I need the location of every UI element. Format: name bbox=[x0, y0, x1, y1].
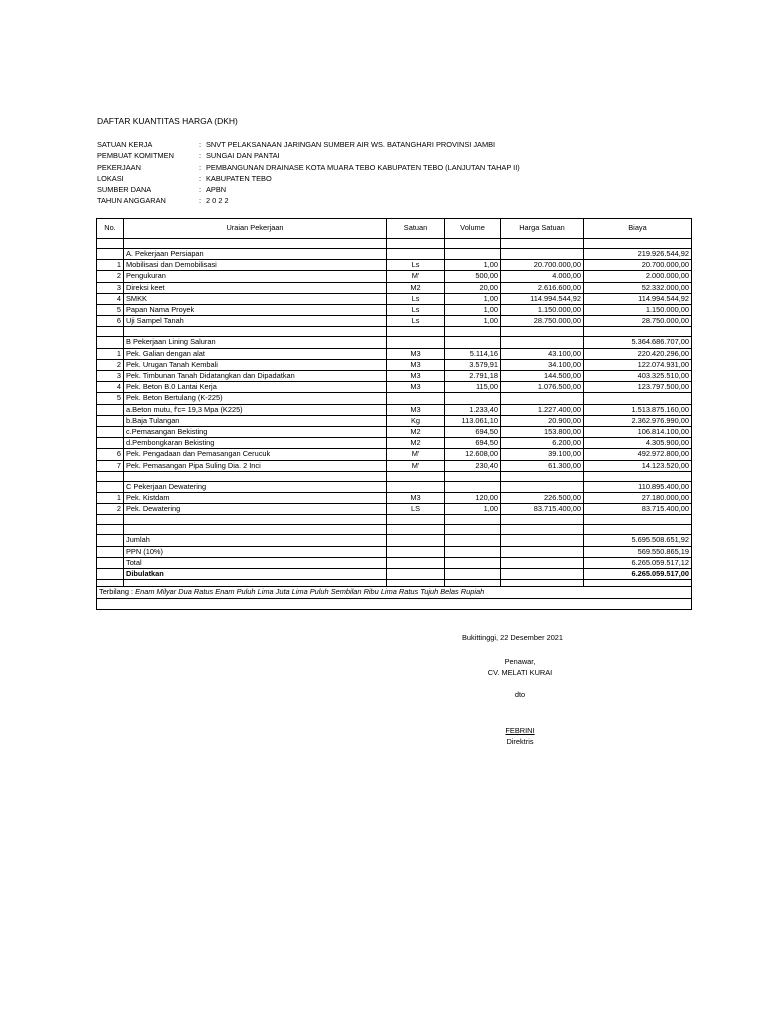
empty-cell bbox=[124, 471, 387, 481]
item-description: b.Baja Tulangan bbox=[124, 415, 387, 426]
header-volume: Volume bbox=[445, 219, 501, 239]
terbilang-label: Terbilang : bbox=[99, 587, 134, 597]
item-volume: 12.608,00 bbox=[445, 449, 501, 460]
item-cost: 1.150.000,00 bbox=[584, 305, 692, 316]
item-description: Pek. Urugan Tanah Kembali bbox=[124, 359, 387, 370]
item-no bbox=[97, 427, 124, 438]
item-no: 6 bbox=[97, 316, 124, 327]
table-row bbox=[97, 415, 692, 426]
empty-cell bbox=[445, 249, 501, 260]
empty-cell bbox=[97, 471, 124, 481]
meta-label: PEKERJAAN bbox=[97, 162, 141, 172]
item-description: Mobilisasi dan Demobilisasi bbox=[124, 260, 387, 271]
empty-cell bbox=[97, 580, 124, 587]
empty-cell bbox=[445, 471, 501, 481]
item-unit-price: 20.900,00 bbox=[501, 415, 584, 426]
terbilang-cell bbox=[97, 587, 692, 598]
section-header-row bbox=[97, 481, 692, 492]
item-volume: 1,00 bbox=[445, 504, 501, 515]
empty-cell bbox=[124, 580, 387, 587]
header-harga: Harga Satuan bbox=[501, 219, 584, 239]
empty-cell bbox=[501, 525, 584, 535]
item-cost: 492.972.800,00 bbox=[584, 449, 692, 460]
empty-cell bbox=[387, 327, 445, 337]
header-biaya: Biaya bbox=[584, 219, 692, 239]
header-uraian: Uraian Pekerjaan bbox=[124, 219, 387, 239]
item-description: Papan Nama Proyek bbox=[124, 305, 387, 316]
summary-row bbox=[97, 569, 692, 580]
item-description: Pek. Dewatering bbox=[124, 504, 387, 515]
item-cost: 123.797.500,00 bbox=[584, 382, 692, 393]
item-volume: 1,00 bbox=[445, 260, 501, 271]
item-volume: 120,00 bbox=[445, 493, 501, 504]
table-row bbox=[97, 382, 692, 393]
item-description: c.Pemasangan Bekisting bbox=[124, 427, 387, 438]
blank-row bbox=[97, 580, 692, 587]
item-no bbox=[97, 404, 124, 415]
item-unit: LS bbox=[387, 504, 445, 515]
signature-role: Penawar, bbox=[504, 657, 536, 666]
empty-cell bbox=[387, 569, 445, 580]
item-unit-price: 1.150.000,00 bbox=[501, 305, 584, 316]
table-row bbox=[97, 460, 692, 471]
item-unit-price: 4.000,00 bbox=[501, 271, 584, 282]
item-no: 1 bbox=[97, 493, 124, 504]
item-volume: 1.233,40 bbox=[445, 404, 501, 415]
item-unit: M3 bbox=[387, 371, 445, 382]
signature-company: CV. MELATI KURAI bbox=[487, 668, 553, 677]
item-cost: 122.074.931,00 bbox=[584, 359, 692, 370]
empty-cell bbox=[584, 471, 692, 481]
empty-cell bbox=[97, 239, 124, 249]
item-cost: 14.123.520,00 bbox=[584, 460, 692, 471]
empty-cell bbox=[445, 546, 501, 557]
item-unit: M3 bbox=[387, 359, 445, 370]
empty-cell bbox=[97, 546, 124, 557]
item-description: Direksi keet bbox=[124, 282, 387, 293]
summary-row bbox=[97, 557, 692, 568]
item-cost: 1.513.875.160,00 bbox=[584, 404, 692, 415]
item-cost: 20.700.000,00 bbox=[584, 260, 692, 271]
item-cost: 4.305.900,00 bbox=[584, 438, 692, 449]
item-no: 5 bbox=[97, 305, 124, 316]
item-unit-price: 34.100,00 bbox=[501, 359, 584, 370]
meta-row bbox=[97, 195, 520, 206]
item-volume: 694,50 bbox=[445, 438, 501, 449]
meta-row bbox=[97, 173, 520, 184]
item-unit-price: 39.100,00 bbox=[501, 449, 584, 460]
empty-cell bbox=[387, 535, 445, 546]
table-row bbox=[97, 504, 692, 515]
item-volume: 500,00 bbox=[445, 271, 501, 282]
empty-cell bbox=[501, 327, 584, 337]
empty-cell bbox=[445, 557, 501, 568]
item-no: 1 bbox=[97, 348, 124, 359]
section-title: B Pekerjaan Lining Saluran bbox=[124, 337, 387, 348]
item-unit: M3 bbox=[387, 493, 445, 504]
meta-row bbox=[97, 150, 520, 161]
empty-cell bbox=[501, 515, 584, 525]
item-description: Pek. Beton B.0 Lantai Kerja bbox=[124, 382, 387, 393]
item-unit-price: 1.076.500,00 bbox=[501, 382, 584, 393]
signature-position: Direktris bbox=[506, 737, 534, 746]
item-no: 3 bbox=[97, 282, 124, 293]
section-title: A. Pekerjaan Persiapan bbox=[124, 249, 387, 260]
item-unit bbox=[387, 393, 445, 404]
table-row bbox=[97, 305, 692, 316]
table-row bbox=[97, 393, 692, 404]
empty-cell bbox=[97, 327, 124, 337]
empty-cell bbox=[387, 481, 445, 492]
blank-row bbox=[97, 515, 692, 525]
item-cost: 28.750.000,00 bbox=[584, 316, 692, 327]
meta-row bbox=[97, 162, 520, 173]
empty-cell bbox=[501, 249, 584, 260]
dkh-table bbox=[96, 218, 692, 610]
table-row bbox=[97, 282, 692, 293]
empty-cell bbox=[97, 557, 124, 568]
item-unit: M' bbox=[387, 271, 445, 282]
empty-cell bbox=[445, 337, 501, 348]
empty-cell bbox=[387, 471, 445, 481]
item-unit: M3 bbox=[387, 382, 445, 393]
section-total: 5.364.686.707,00 bbox=[584, 337, 692, 348]
empty-cell bbox=[501, 546, 584, 557]
item-no: 2 bbox=[97, 359, 124, 370]
empty-cell bbox=[501, 580, 584, 587]
item-unit: Ls bbox=[387, 293, 445, 304]
item-no bbox=[97, 415, 124, 426]
empty-cell bbox=[97, 249, 124, 260]
item-cost: 2.000.000,00 bbox=[584, 271, 692, 282]
empty-cell bbox=[584, 580, 692, 587]
meta-value: APBN bbox=[206, 185, 227, 195]
summary-value: 6.265.059.517,00 bbox=[584, 569, 692, 580]
header-no: No. bbox=[97, 219, 124, 239]
empty-cell bbox=[97, 535, 124, 546]
empty-cell bbox=[97, 598, 692, 609]
empty-cell bbox=[445, 580, 501, 587]
empty-cell bbox=[445, 239, 501, 249]
empty-cell bbox=[445, 515, 501, 525]
empty-cell bbox=[97, 569, 124, 580]
meta-separator: : bbox=[199, 162, 202, 172]
item-unit-price: 6.200,00 bbox=[501, 438, 584, 449]
empty-cell bbox=[124, 525, 387, 535]
item-unit-price: 61.300,00 bbox=[501, 460, 584, 471]
blank-row bbox=[97, 239, 692, 249]
item-volume: 20,00 bbox=[445, 282, 501, 293]
item-volume: 2.791,18 bbox=[445, 371, 501, 382]
item-cost: 27.180.000,00 bbox=[584, 493, 692, 504]
item-volume: 115,00 bbox=[445, 382, 501, 393]
item-cost: 114.994.544,92 bbox=[584, 293, 692, 304]
item-unit: M' bbox=[387, 460, 445, 471]
section-header-row bbox=[97, 337, 692, 348]
item-no: 3 bbox=[97, 371, 124, 382]
document-meta bbox=[97, 139, 520, 207]
item-volume: 1,00 bbox=[445, 293, 501, 304]
empty-cell bbox=[501, 535, 584, 546]
empty-cell bbox=[584, 239, 692, 249]
item-unit: M2 bbox=[387, 438, 445, 449]
summary-label: Jumlah bbox=[124, 535, 387, 546]
item-no: 4 bbox=[97, 382, 124, 393]
item-no: 7 bbox=[97, 460, 124, 471]
table-row bbox=[97, 293, 692, 304]
meta-label: PEMBUAT KOMITMEN bbox=[97, 151, 174, 161]
item-unit-price: 144.500,00 bbox=[501, 371, 584, 382]
item-unit-price: 83.715.400,00 bbox=[501, 504, 584, 515]
meta-label: TAHUN ANGGARAN bbox=[97, 196, 166, 206]
meta-value: KABUPATEN TEBO bbox=[206, 173, 272, 183]
item-description: d.Pembongkaran Bekisting bbox=[124, 438, 387, 449]
item-cost: 52.332.000,00 bbox=[584, 282, 692, 293]
item-volume: 1,00 bbox=[445, 316, 501, 327]
item-no: 2 bbox=[97, 504, 124, 515]
signature-mark: dto bbox=[514, 690, 526, 699]
item-description: Uji Sampel Tanah bbox=[124, 316, 387, 327]
empty-cell bbox=[124, 239, 387, 249]
item-no: 6 bbox=[97, 449, 124, 460]
meta-value: SNVT PELAKSANAAN JARINGAN SUMBER AIR WS. BATANGHARI PROVINSI JAMBI bbox=[206, 140, 496, 149]
item-unit-price: 226.500,00 bbox=[501, 493, 584, 504]
summary-row bbox=[97, 535, 692, 546]
item-no: 2 bbox=[97, 271, 124, 282]
item-unit: M2 bbox=[387, 282, 445, 293]
table-row bbox=[97, 260, 692, 271]
item-description: Pek. Galian dengan alat bbox=[124, 348, 387, 359]
summary-label: Dibulatkan bbox=[124, 569, 387, 580]
table-row bbox=[97, 449, 692, 460]
item-unit-price: 20.700.000,00 bbox=[501, 260, 584, 271]
blank-row bbox=[97, 471, 692, 481]
empty-cell bbox=[387, 337, 445, 348]
meta-label: SUMBER DANA bbox=[97, 185, 152, 195]
empty-cell bbox=[387, 557, 445, 568]
meta-row bbox=[97, 184, 520, 195]
empty-cell bbox=[501, 557, 584, 568]
item-description: Pek. Pengadaan dan Pemasangan Cerucuk bbox=[124, 449, 387, 460]
item-no: 4 bbox=[97, 293, 124, 304]
meta-separator: : bbox=[199, 185, 202, 195]
item-cost: 2.362.976.990,00 bbox=[584, 415, 692, 426]
empty-cell bbox=[124, 327, 387, 337]
item-description: SMKK bbox=[124, 293, 387, 304]
item-unit-price: 114.994.544,92 bbox=[501, 293, 584, 304]
terbilang-row bbox=[97, 587, 692, 598]
item-description: Pek. Timbunan Tanah Didatangkan dan Dipadatkan bbox=[124, 371, 387, 382]
meta-label: SATUAN KERJA bbox=[97, 140, 153, 149]
empty-cell bbox=[387, 525, 445, 535]
empty-cell bbox=[584, 327, 692, 337]
empty-cell bbox=[501, 471, 584, 481]
empty-cell bbox=[97, 515, 124, 525]
item-no: 1 bbox=[97, 260, 124, 271]
empty-cell bbox=[445, 569, 501, 580]
item-unit: M' bbox=[387, 449, 445, 460]
empty-cell bbox=[584, 515, 692, 525]
empty-cell bbox=[445, 525, 501, 535]
terbilang-value: Enam Milyar Dua Ratus Enam Puluh Lima Juta Lima Puluh Sembilan Ribu Lima Ratus Tujuh Belas Rupiah bbox=[135, 587, 485, 597]
item-description: Pek. Beton Bertulang (K-225) bbox=[124, 393, 387, 404]
meta-value: 2 0 2 2 bbox=[206, 196, 229, 206]
meta-value: SUNGAI DAN PANTAI bbox=[206, 151, 280, 161]
item-unit: Ls bbox=[387, 316, 445, 327]
item-cost bbox=[584, 393, 692, 404]
empty-cell bbox=[124, 515, 387, 525]
item-unit-price: 28.750.000,00 bbox=[501, 316, 584, 327]
item-cost: 403.325.510,00 bbox=[584, 371, 692, 382]
table-row bbox=[97, 427, 692, 438]
table-header-row bbox=[97, 219, 692, 239]
item-volume: 3.579,91 bbox=[445, 359, 501, 370]
table-row bbox=[97, 348, 692, 359]
item-description: Pengukuran bbox=[124, 271, 387, 282]
empty-cell bbox=[97, 481, 124, 492]
item-unit: Ls bbox=[387, 305, 445, 316]
item-volume: 113.061,10 bbox=[445, 415, 501, 426]
table-row bbox=[97, 438, 692, 449]
empty-cell bbox=[445, 535, 501, 546]
item-no bbox=[97, 438, 124, 449]
blank-row bbox=[97, 598, 692, 609]
empty-cell bbox=[445, 327, 501, 337]
empty-cell bbox=[387, 580, 445, 587]
empty-cell bbox=[584, 525, 692, 535]
section-header-row bbox=[97, 249, 692, 260]
meta-separator: : bbox=[199, 173, 202, 183]
table-row bbox=[97, 316, 692, 327]
item-unit-price: 153.800,00 bbox=[501, 427, 584, 438]
item-unit-price bbox=[501, 393, 584, 404]
item-unit: M3 bbox=[387, 348, 445, 359]
empty-cell bbox=[97, 337, 124, 348]
item-unit-price: 43.100,00 bbox=[501, 348, 584, 359]
summary-value: 569.550.865,19 bbox=[584, 546, 692, 557]
signature-name: FEBRINI bbox=[505, 726, 535, 735]
empty-cell bbox=[387, 546, 445, 557]
table-row bbox=[97, 359, 692, 370]
summary-value: 6.265.059.517,12 bbox=[584, 557, 692, 568]
meta-value: PEMBANGUNAN DRAINASE KOTA MUARA TEBO KABUPATEN TEBO (LANJUTAN TAHAP II) bbox=[206, 162, 520, 172]
empty-cell bbox=[387, 239, 445, 249]
table-row bbox=[97, 404, 692, 415]
meta-label: LOKASI bbox=[97, 173, 124, 183]
empty-cell bbox=[387, 515, 445, 525]
item-volume bbox=[445, 393, 501, 404]
item-volume: 1,00 bbox=[445, 305, 501, 316]
blank-row bbox=[97, 327, 692, 337]
section-total: 110.895.400,00 bbox=[584, 481, 692, 492]
table-row bbox=[97, 271, 692, 282]
item-volume: 230,40 bbox=[445, 460, 501, 471]
item-cost: 106.814.100,00 bbox=[584, 427, 692, 438]
summary-label: Total bbox=[124, 557, 387, 568]
table-row bbox=[97, 371, 692, 382]
item-cost: 220.420.296,00 bbox=[584, 348, 692, 359]
item-description: Pek. Kistdam bbox=[124, 493, 387, 504]
item-unit: Ls bbox=[387, 260, 445, 271]
empty-cell bbox=[387, 249, 445, 260]
empty-cell bbox=[501, 481, 584, 492]
item-cost: 83.715.400,00 bbox=[584, 504, 692, 515]
empty-cell bbox=[501, 569, 584, 580]
item-no: 5 bbox=[97, 393, 124, 404]
item-description: Pek. Pemasangan Pipa Suling Dia. 2 Inci bbox=[124, 460, 387, 471]
section-title: C Pekerjaan Dewatering bbox=[124, 481, 387, 492]
section-total: 219.926.544,92 bbox=[584, 249, 692, 260]
item-unit-price: 2.616.600,00 bbox=[501, 282, 584, 293]
item-unit: Kg bbox=[387, 415, 445, 426]
blank-row bbox=[97, 525, 692, 535]
item-volume: 5.114,16 bbox=[445, 348, 501, 359]
meta-separator: : bbox=[199, 196, 202, 206]
summary-label: PPN (10%) bbox=[124, 546, 387, 557]
empty-cell bbox=[501, 337, 584, 348]
table-row bbox=[97, 493, 692, 504]
signature-place-date: Bukittinggi, 22 Desember 2021 bbox=[461, 633, 564, 642]
meta-separator: : bbox=[199, 151, 202, 161]
empty-cell bbox=[97, 525, 124, 535]
summary-row bbox=[97, 546, 692, 557]
summary-value: 5.695.508.651,92 bbox=[584, 535, 692, 546]
empty-cell bbox=[445, 481, 501, 492]
item-unit-price: 1.227.400,00 bbox=[501, 404, 584, 415]
header-satuan: Satuan bbox=[387, 219, 445, 239]
empty-cell bbox=[501, 239, 584, 249]
item-unit: M2 bbox=[387, 427, 445, 438]
item-volume: 694,50 bbox=[445, 427, 501, 438]
document-title: DAFTAR KUANTITAS HARGA (DKH) bbox=[97, 116, 238, 126]
item-unit: M3 bbox=[387, 404, 445, 415]
meta-separator: : bbox=[199, 140, 202, 149]
meta-row bbox=[97, 139, 520, 150]
item-description: a.Beton mutu, f'c= 19,3 Mpa (K225) bbox=[124, 404, 387, 415]
